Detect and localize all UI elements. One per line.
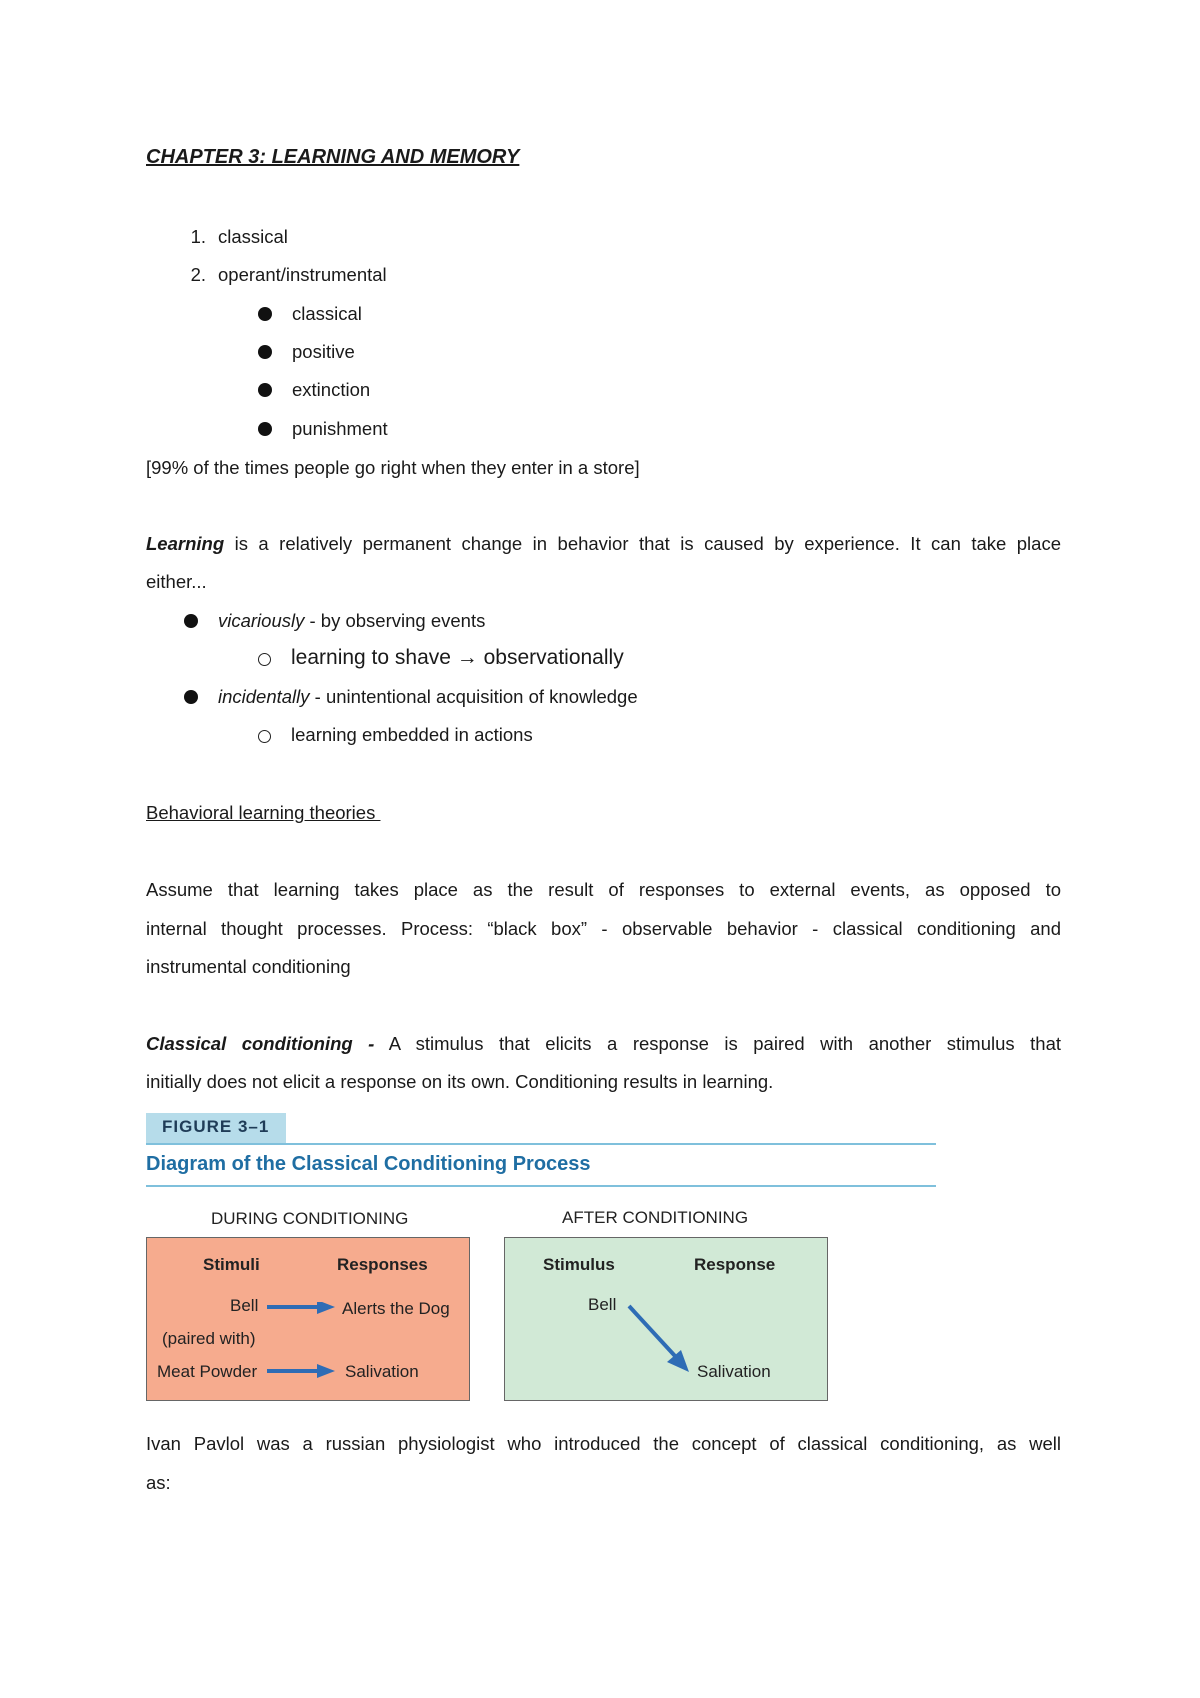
during-conditioning-box [146, 1237, 470, 1401]
paragraph-line: internal thought processes. Process: “black box” - observable behavior - classical conditioning and [146, 918, 1061, 939]
page-title: CHAPTER 3: LEARNING AND MEMORY [146, 146, 520, 168]
arrow-icon [267, 1302, 337, 1382]
list-item: 2. operant/instrumental [190, 264, 387, 285]
list-item: incidentally - unintentional acquisition of knowledge [184, 686, 638, 708]
list-item: punishment [258, 418, 388, 440]
figure-title: Diagram of the Classical Conditioning Process [146, 1153, 591, 1175]
stimuli-header: Stimuli [203, 1255, 260, 1274]
after-label: AFTER CONDITIONING [562, 1208, 749, 1227]
bell-label: Bell [588, 1295, 617, 1314]
bullet-icon [184, 614, 198, 628]
bullet-icon [258, 345, 272, 359]
bullet-icon [184, 690, 198, 704]
learning-definition-line2: either... [146, 571, 207, 592]
figure-tag: FIGURE 3–1 [146, 1113, 286, 1143]
circle-bullet-icon [258, 730, 271, 743]
response-header: Response [694, 1255, 776, 1274]
bullet-icon [258, 307, 272, 321]
arrow-icon [625, 1304, 705, 1374]
pavlov-line1: Ivan Pavlol was a russian physiologist who introduced the concept of classical conditioning, as well [146, 1433, 1061, 1454]
paired-label: (paired with) [162, 1329, 256, 1348]
salivation-label: Salivation [697, 1362, 771, 1381]
bell-label: Bell [230, 1296, 259, 1315]
paragraph-line: Assume that learning takes place as the result of responses to external events, as opposed to [146, 879, 1061, 900]
bullet-icon [258, 383, 272, 397]
during-label: DURING CONDITIONING [211, 1209, 409, 1228]
responses-header: Responses [337, 1255, 428, 1274]
figure-divider [146, 1143, 936, 1145]
stimulus-header: Stimulus [543, 1255, 615, 1274]
meat-powder-label: Meat Powder [157, 1362, 258, 1381]
list-item: classical [258, 303, 362, 325]
circle-bullet-icon [258, 653, 271, 666]
salivation-label: Salivation [345, 1362, 419, 1381]
list-item: learning embedded in actions [258, 724, 533, 746]
paragraph-line: instrumental conditioning [146, 956, 351, 977]
list-item: learning to shave → observationally [258, 646, 624, 670]
learning-definition-line1: Learning is a relatively permanent change in behavior that is caused by experience. It can take place [146, 533, 1061, 554]
after-conditioning-box [504, 1237, 828, 1401]
store-note: [99% of the times people go right when they enter in a store] [146, 457, 640, 478]
pavlov-line2: as: [146, 1472, 171, 1493]
list-item: 1. classical [190, 226, 288, 247]
list-item: extinction [258, 379, 370, 401]
section-heading: Behavioral learning theories [146, 802, 381, 823]
classical-definition-line1: Classical conditioning - A stimulus that elicits a response is paired with another stimulus that [146, 1033, 1061, 1054]
list-item: positive [258, 341, 355, 363]
list-item: vicariously - by observing events [184, 610, 485, 632]
figure-divider [146, 1185, 936, 1187]
alerts-label: Alerts the Dog [342, 1299, 450, 1318]
bullet-icon [258, 422, 272, 436]
classical-definition-line2: initially does not elicit a response on its own. Conditioning results in learning. [146, 1071, 774, 1092]
